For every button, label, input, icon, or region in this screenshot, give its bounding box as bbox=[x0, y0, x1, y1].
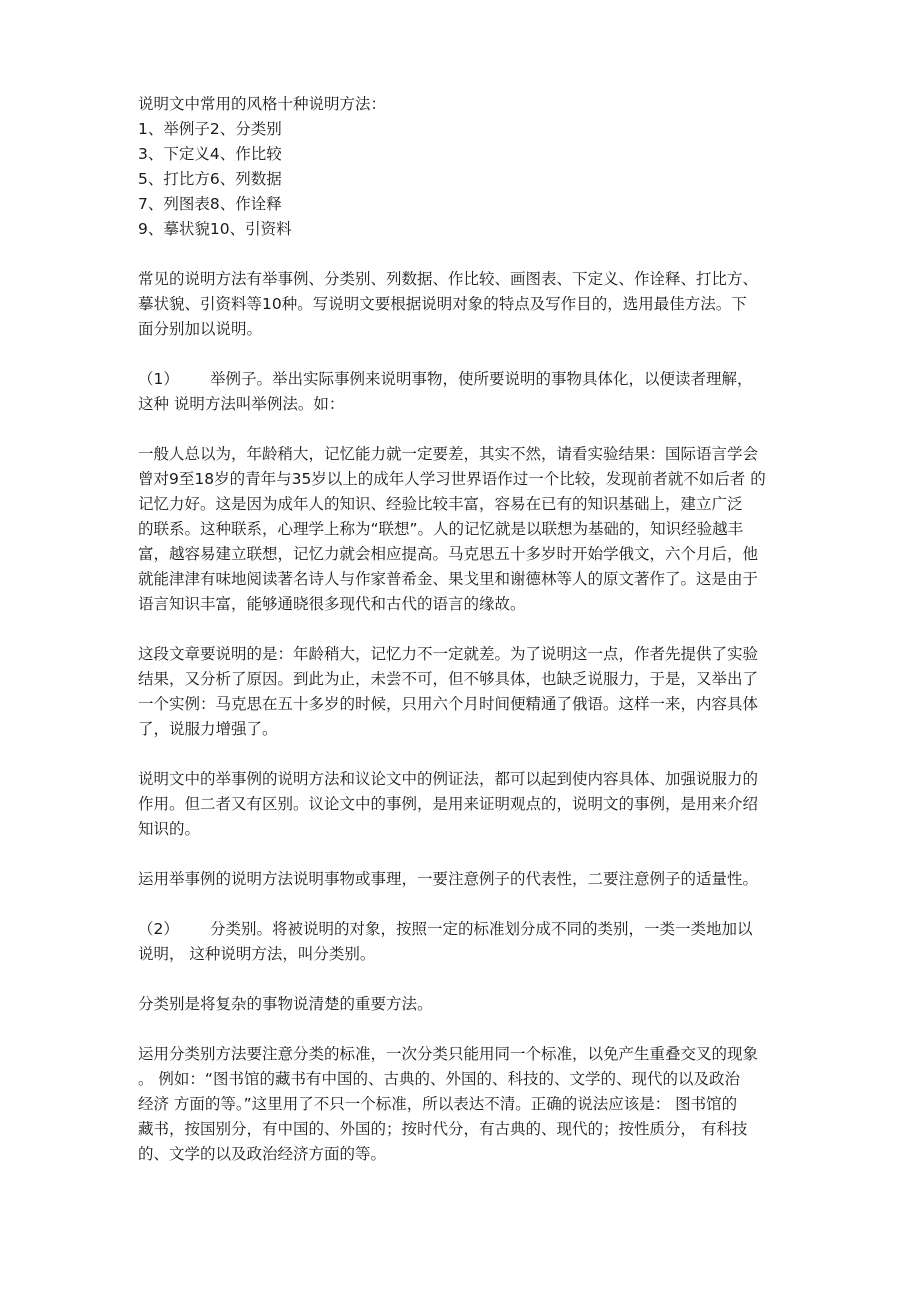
classify-importance-paragraph bbox=[138, 992, 800, 1017]
section-number: （2） bbox=[138, 920, 179, 938]
text-line: 说明文中的举事例的说明方法和议论文中的例证法，都可以起到使内容具体、加强说服力的 bbox=[138, 770, 759, 788]
classify-definition-paragraph bbox=[138, 917, 800, 967]
text-line: 了，说服力增强了。 bbox=[138, 720, 278, 738]
text-line: 结果，又分析了原因。到此为止，未尝不可，但不够具体，也缺乏说服力，于是，又举出了 bbox=[138, 670, 759, 688]
text-span: 举例子。举出实际事例来说明事物，使所要说明的事物具体化，以便读者理解， bbox=[210, 370, 753, 388]
text-line: 说明， 这种说明方法，叫分类别。 bbox=[138, 945, 376, 963]
example-text-paragraph bbox=[138, 442, 800, 617]
text-line: 的联系。这种联系，心理学上称为“联想”。人的记忆就是以联想为基础的，知识经验越丰 bbox=[138, 520, 744, 538]
text-line: 面分别加以说明。 bbox=[138, 320, 263, 338]
text-line: 记忆力好。这是因为成年人的知识、经验比较丰富，容易在已有的知识基础上，建立广泛 bbox=[138, 495, 743, 513]
methods-section bbox=[138, 92, 800, 242]
text-line bbox=[138, 917, 800, 942]
text-line: 经济 方面的等。”这里用了不只一个标准，所以表达不清。正确的说法应该是： 图书馆的 bbox=[138, 1095, 738, 1113]
text-line: 就能津津有味地阅读著名诗人与作家普希金、果戈里和谢德林等人的原文著作了。这是由于 bbox=[138, 570, 759, 588]
example-definition-paragraph bbox=[138, 367, 800, 417]
heading: 说明文中常用的风格十种说明方法： bbox=[138, 95, 387, 113]
methods-list-item: 3、下定义4、作比较 bbox=[138, 145, 282, 163]
document-body bbox=[138, 92, 800, 1192]
methods-list-item: 1、举例子2、分类别 bbox=[138, 120, 282, 138]
text-line: 一般人总以为，年龄稍大，记忆能力就一定要差，其实不然，请看实验结果：国际语言学会 bbox=[138, 445, 759, 463]
section-number: （1） bbox=[138, 370, 179, 388]
intro-paragraph bbox=[138, 267, 800, 342]
usage-note-paragraph bbox=[138, 867, 800, 892]
text-span: 分类别。将被说明的对象，按照一定的标准划分成不同的类别，一类一类地加以 bbox=[210, 920, 753, 938]
text-line: 分类别是将复杂的事物说清楚的重要方法。 bbox=[138, 995, 433, 1013]
text-line: 作用。但二者又有区别。议论文中的事例，是用来证明观点的，说明文的事例，是用来介绍 bbox=[138, 795, 759, 813]
text-line: 语言知识丰富，能够通晓很多现代和古代的语言的缘故。 bbox=[138, 595, 526, 613]
text-line: 曾对9至18岁的青年与35岁以上的成年人学习世界语作过一个比较，发现前者就不如后者 的 bbox=[138, 470, 766, 488]
text-line: 常见的说明方法有举事例、分类别、列数据、作比较、画图表、下定义、作诠释、打比方、 bbox=[138, 270, 759, 288]
analysis-paragraph bbox=[138, 642, 800, 742]
text-line: 运用举事例的说明方法说明事物或事理，一要注意例子的代表性，二要注意例子的适量性。 bbox=[138, 870, 759, 888]
methods-list-item: 5、打比方6、列数据 bbox=[138, 170, 282, 188]
methods-list-item: 9、摹状貌10、引资料 bbox=[138, 220, 292, 238]
text-line: 的、文学的以及政治经济方面的等。 bbox=[138, 1145, 387, 1163]
text-line: 富，越容易建立联想，记忆力就会相应提高。马克思五十多岁时开始学俄文，六个月后，他 bbox=[138, 545, 759, 563]
comparison-paragraph bbox=[138, 767, 800, 842]
text-line: 这段文章要说明的是：年龄稍大，记忆力不一定就差。为了说明这一点，作者先提供了实验 bbox=[138, 645, 759, 663]
text-line: 摹状貌、引资料等10种。写说明文要根据说明对象的特点及写作目的，选用最佳方法。下 bbox=[138, 295, 747, 313]
text-line: 这种 说明方法叫举例法。如： bbox=[138, 395, 345, 413]
text-line: 藏书，按国别分，有中国的、外国的；按时代分，有古典的、现代的；按性质分， 有科技 bbox=[138, 1120, 748, 1138]
text-line: 知识的。 bbox=[138, 820, 201, 838]
text-line bbox=[138, 367, 800, 392]
text-line: 一个实例：马克思在五十多岁的时候，只用六个月时间便精通了俄语。这样一来，内容具体 bbox=[138, 695, 759, 713]
classify-note-paragraph bbox=[138, 1042, 800, 1167]
text-line: 。 例如：“图书馆的藏书有中国的、古典的、外国的、科技的、文学的、现代的以及政治 bbox=[138, 1070, 740, 1088]
text-line: 运用分类别方法要注意分类的标准，一次分类只能用同一个标准，以免产生重叠交叉的现象 bbox=[138, 1045, 759, 1063]
methods-list-item: 7、列图表8、作诠释 bbox=[138, 195, 282, 213]
